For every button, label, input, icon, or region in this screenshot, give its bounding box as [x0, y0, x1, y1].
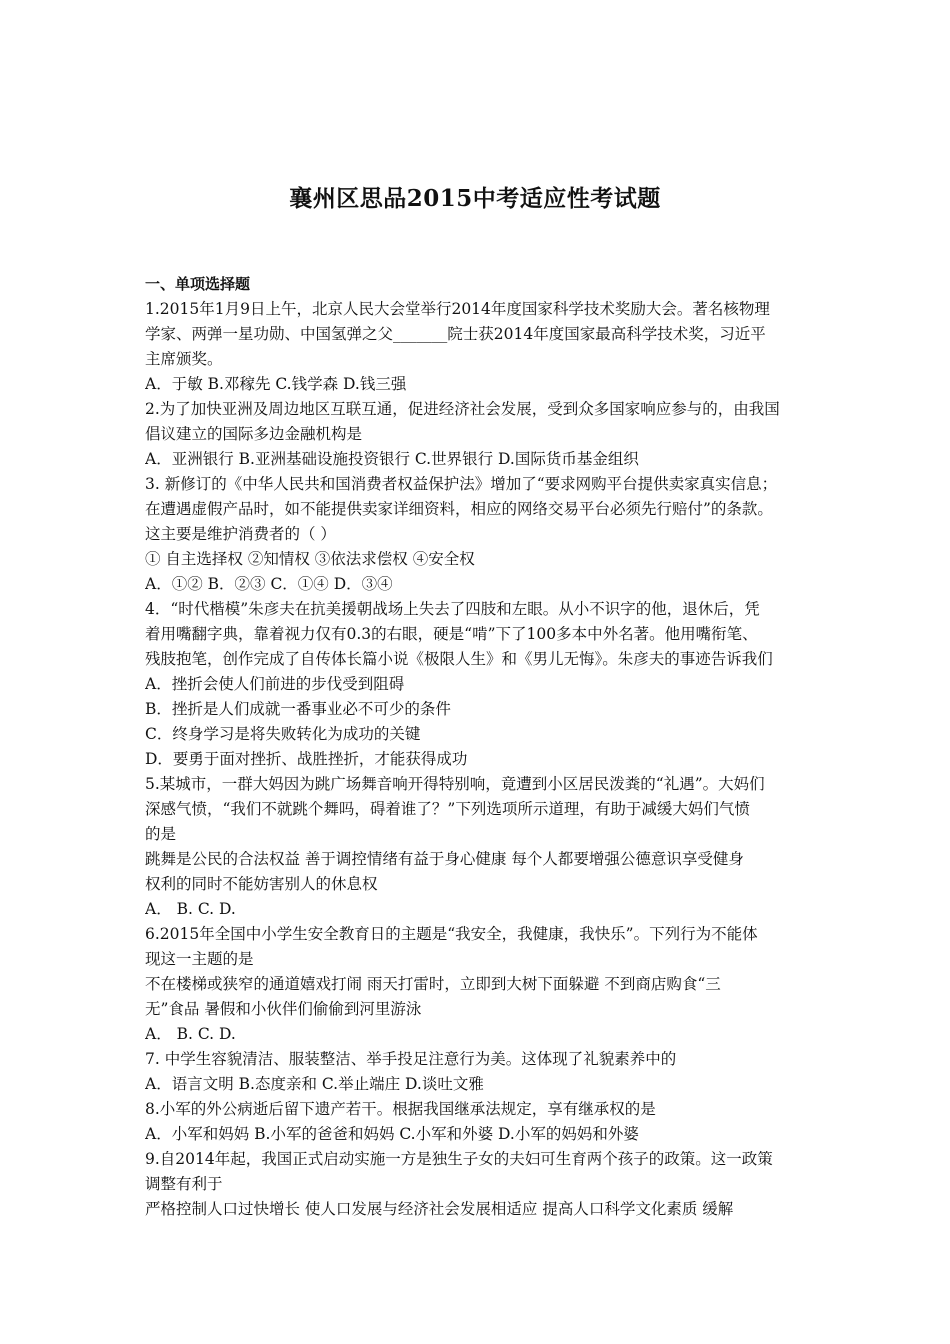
text-line: A．①② B．②③ C．①④ D．③④	[145, 575, 393, 593]
text-line: A．亚洲银行 B.亚洲基础设施投资银行 C.世界银行 D.国际货币基金组织	[145, 450, 639, 468]
text-line: 倡议建立的国际多边金融机构是	[145, 425, 363, 443]
text-line: 主席颁奖。	[145, 350, 223, 368]
document-body	[145, 272, 813, 1222]
text-line: 8.小军的外公病逝后留下遗产若干。根据我国继承法规定，享有继承权的是	[145, 1100, 656, 1118]
text-line: 9.自2014年起，我国正式启动实施一方是独生子女的夫妇可生育两个孩子的政策。这一政策	[145, 1150, 773, 1168]
text-line: 调整有利于	[145, 1175, 223, 1193]
text-line: A． B. C. D.	[145, 900, 236, 918]
section-heading: 一、单项选择题	[145, 275, 251, 293]
text-line: ① 自主选择权 ②知情权 ③依法求偿权 ④安全权	[145, 550, 475, 568]
text-line: 4．“时代楷模”朱彦夫在抗美援朝战场上失去了四肢和左眼。从小不识字的他，退休后，凭	[145, 600, 760, 618]
text-line: 无”食品 暑假和小伙伴们偷偷到河里游泳	[145, 1000, 422, 1018]
text-line: 3. 新修订的《中华人民共和国消费者权益保护法》增加了“要求网购平台提供卖家真实信息；	[145, 475, 778, 493]
text-line: 2.为了加快亚洲及周边地区互联互通，促进经济社会发展，受到众多国家响应参与的，由我国	[145, 400, 780, 418]
text-line: C．终身学习是将失败转化为成功的关键	[145, 725, 421, 743]
text-line: 现这一主题的是	[145, 950, 254, 968]
text-line: 7. 中学生容貌清洁、服装整洁、举手投足注意行为美。这体现了礼貌素养中的	[145, 1050, 677, 1068]
text-line: 深感气愤，“我们不就跳个舞吗，碍着谁了？”下列选项所示道理，有助于减缓大妈们气愤	[145, 800, 750, 818]
text-line: 权利的同时不能妨害别人的休息权	[145, 875, 378, 893]
text-line: 这主要是维护消费者的（ ）	[145, 525, 336, 543]
page-title: 襄州区思品2015中考适应性考试题	[289, 185, 661, 212]
text-line: A．小军和妈妈 B.小军的爸爸和妈妈 C.小军和外婆 D.小军的妈妈和外婆	[145, 1125, 639, 1143]
text-line: 6.2015年全国中小学生安全教育日的主题是“我安全，我健康，我快乐”。下列行为不能体	[145, 925, 758, 943]
text-line: B．挫折是人们成就一番事业必不可少的条件	[145, 700, 451, 718]
text-line: 着用嘴翻字典，靠着视力仅有0.3的右眼，硬是“啃”下了100多本中外名著。他用嘴衔笔、	[145, 625, 758, 643]
text-line: D．要勇于面对挫折、战胜挫折，才能获得成功	[145, 750, 468, 768]
text-line: A．挫折会使人们前进的步伐受到阻碍	[145, 675, 405, 693]
text-line: A．于敏 B.邓稼先 C.钱学森 D.钱三强	[145, 375, 407, 393]
text-line: A．语言文明 B.态度亲和 C.举止端庄 D.谈吐文雅	[145, 1075, 484, 1093]
text-line: 跳舞是公民的合法权益 善于调控情绪有益于身心健康 每个人都要增强公德意识享受健身	[145, 850, 744, 868]
text-line: 不在楼梯或狭窄的通道嬉戏打闹 雨天打雷时，立即到大树下面躲避 不到商店购食“三	[145, 975, 721, 993]
text-line: A． B. C. D.	[145, 1025, 236, 1043]
text-line: 1.2015年1月9日上午，北京人民大会堂举行2014年度国家科学技术奖励大会。著名核物理	[145, 300, 770, 318]
text-line: 5.某城市，一群大妈因为跳广场舞音响开得特别响，竟遭到小区居民泼粪的“礼遇”。大妈们	[145, 775, 765, 793]
text-line: 严格控制人口过快增长 使人口发展与经济社会发展相适应 提高人口科学文化素质 缓解	[145, 1200, 734, 1218]
text-line: 的是	[145, 825, 177, 843]
text-line: 残肢抱笔，创作完成了自传体长篇小说《极限人生》和《男儿无悔》。朱彦夫的事迹告诉我们	[145, 650, 773, 668]
text-line: 在遭遇虚假产品时，如不能提供卖家详细资料，相应的网络交易平台必须先行赔付”的条款。	[145, 500, 773, 518]
text-line: 学家、两弹一星功勋、中国氢弹之父_______院士获2014年度国家最高科学技术奖，习近平	[145, 325, 766, 343]
